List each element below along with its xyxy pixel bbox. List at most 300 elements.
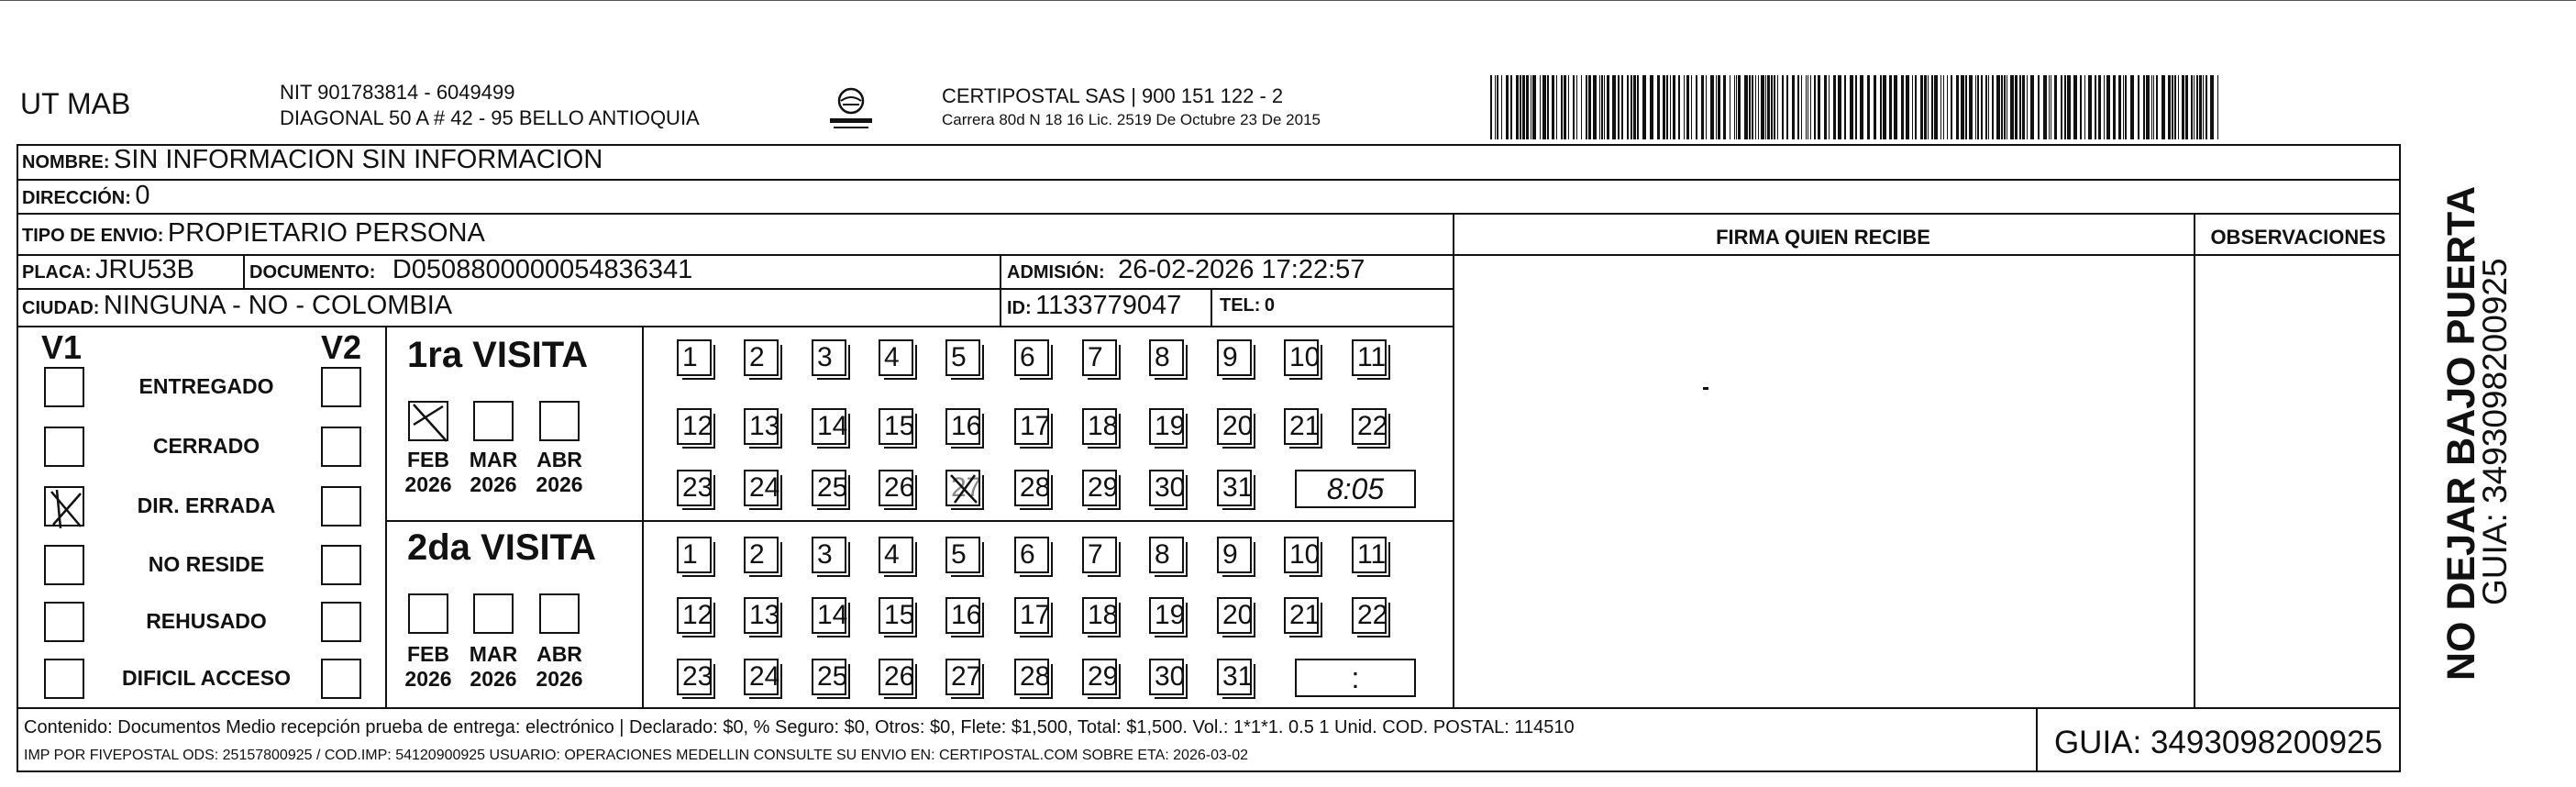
barcode-bar	[2027, 75, 2028, 139]
status-label: CERRADO	[152, 434, 260, 458]
month-label: ABR	[536, 642, 582, 666]
day-number: 24	[749, 472, 780, 503]
barcode-bar	[1657, 75, 1660, 139]
day-number: 16	[951, 600, 982, 630]
month-label: MAR	[469, 642, 518, 666]
barcode-bar	[1915, 75, 1917, 139]
barcode-bar	[1947, 75, 1948, 139]
barcode-bar	[1621, 75, 1623, 139]
day-cell[interactable]	[945, 597, 980, 634]
barcode-bar	[1706, 75, 1707, 139]
barcode-bar	[1490, 75, 1492, 139]
col-header-rule	[1453, 254, 2401, 256]
day-cell[interactable]	[812, 537, 846, 573]
v1-label: V1	[41, 328, 83, 366]
day-cell[interactable]	[812, 597, 846, 634]
barcode-bar	[1516, 75, 1519, 139]
barcode-bar	[1934, 75, 1938, 139]
barcode-bar	[1532, 75, 1536, 139]
day-cell[interactable]	[1284, 597, 1319, 634]
month-checkbox[interactable]	[473, 593, 514, 634]
time-field[interactable]	[1295, 659, 1416, 697]
company-name: UT MAB	[20, 87, 131, 120]
barcode-bar	[1985, 75, 1987, 139]
day-number: 13	[749, 411, 780, 441]
barcode-bar	[2123, 75, 2124, 139]
nombre-label: NOMBRE:	[22, 152, 110, 172]
day-cell[interactable]	[1082, 470, 1117, 506]
barcode-bar	[1838, 75, 1841, 139]
barcode-bar	[1761, 75, 1764, 139]
barcode-bar	[2043, 75, 2047, 139]
day-cell[interactable]	[1217, 470, 1252, 506]
day-number: 19	[1155, 600, 1186, 630]
barcode-bar	[1797, 75, 1799, 139]
status-label: ENTREGADO	[138, 374, 274, 398]
barcode-bar	[2064, 75, 2066, 139]
barcode-bar	[2172, 75, 2173, 139]
barcode-bar	[1912, 75, 1913, 139]
v2-checkbox[interactable]	[321, 367, 361, 407]
row-divider	[17, 213, 2401, 215]
day-cell[interactable]	[879, 408, 913, 445]
day-cell[interactable]	[1082, 659, 1117, 695]
barcode-bar	[1824, 75, 1827, 139]
courier-name: CERTIPOSTAL SAS | 900 151 122 - 2	[942, 84, 1284, 107]
day-cell[interactable]	[879, 470, 913, 506]
day-cell[interactable]	[945, 537, 980, 573]
barcode-bar	[1860, 75, 1863, 139]
barcode-bar	[1588, 75, 1591, 139]
day-number: 23	[682, 472, 713, 503]
barcode-bar	[2168, 75, 2171, 139]
day-number: 17	[1020, 411, 1051, 441]
day-number: 1	[682, 539, 698, 570]
day-cell[interactable]	[1352, 597, 1387, 634]
day-number: 2	[749, 539, 765, 570]
barcode-bar	[1542, 75, 1546, 139]
day-number: 4	[884, 539, 900, 570]
barcode-bar	[2084, 75, 2085, 139]
day-cell[interactable]	[1217, 597, 1252, 634]
barcode-bar	[1612, 75, 1616, 139]
barcode-bar	[1749, 75, 1751, 139]
barcode-bar	[1829, 75, 1830, 139]
barcode-bar	[1924, 75, 1927, 139]
day-number: 10	[1289, 539, 1321, 570]
barcode-bar	[1696, 75, 1697, 139]
barcode-bar	[1965, 75, 1967, 139]
signature-mark	[1703, 387, 1708, 390]
barcode-bar	[2174, 75, 2176, 139]
tel-row	[1220, 295, 1275, 316]
barcode-bar	[2088, 75, 2092, 139]
col-divider	[1453, 213, 1454, 708]
day-cell[interactable]	[945, 659, 980, 695]
placa-label: PLACA:	[22, 262, 92, 283]
barcode-bar	[1607, 75, 1609, 139]
tel-value: 0	[1264, 295, 1276, 316]
v1-checkbox[interactable]	[44, 367, 84, 407]
barcode-bar	[1510, 75, 1512, 139]
day-number: 2	[749, 342, 765, 372]
barcode-bar	[2182, 75, 2184, 139]
barcode-bar	[2030, 75, 2034, 139]
day-cell[interactable]	[1217, 408, 1252, 445]
barcode-bar	[1771, 75, 1773, 139]
day-cell[interactable]	[1284, 339, 1319, 376]
barcode-bar	[1736, 75, 1737, 139]
barcode-bar	[1684, 75, 1685, 139]
check-mark-icon	[46, 488, 86, 528]
barcode-bar	[2153, 75, 2154, 139]
day-number: 27	[951, 661, 982, 692]
day-number: 8	[1155, 342, 1170, 372]
day-cell[interactable]	[677, 537, 712, 573]
day-cell[interactable]	[744, 470, 779, 506]
barcode-bar	[1637, 75, 1639, 139]
day-cell[interactable]	[1149, 537, 1184, 573]
documento-label: DOCUMENTO:	[249, 262, 376, 283]
v2-checkbox[interactable]	[321, 602, 361, 642]
day-cell[interactable]	[1014, 659, 1049, 695]
barcode-bar	[1810, 75, 1811, 139]
barcode-bar	[1678, 75, 1680, 139]
barcode-bar	[1889, 75, 1892, 139]
barcode-bar	[1801, 75, 1802, 139]
day-cell[interactable]	[945, 470, 980, 506]
barcode-bar	[2080, 75, 2082, 139]
v2-checkbox[interactable]	[321, 545, 361, 585]
barcode-bar	[1951, 75, 1952, 139]
day-number: 30	[1155, 661, 1186, 692]
day-number: 15	[884, 411, 915, 441]
id-label: ID:	[1007, 298, 1032, 318]
footer-imp: IMP POR FIVEPOSTAL ODS: 25157800925 / COD.IMP: 54120900925 USUARIO: OPERACIONES MEDELLIN CONSULTE SU ENVIO EN: CERTIPOSTAL.COM SOBRE ETA: 2026-03-02	[24, 748, 1248, 763]
status-label: DIFICIL ACCESO	[121, 666, 291, 690]
barcode-bar	[2146, 75, 2150, 139]
barcode-bar	[1818, 75, 1820, 139]
barcode-bar	[2010, 75, 2014, 139]
check-mark-icon	[410, 403, 450, 443]
day-number: 18	[1088, 600, 1119, 630]
day-cell[interactable]	[677, 597, 712, 634]
ciudad-label: CIUDAD:	[22, 298, 100, 318]
barcode-bar	[1666, 75, 1668, 139]
direccion-value: 0	[135, 181, 150, 210]
barcode-bar	[2138, 75, 2139, 139]
year-label: 2026	[404, 472, 452, 496]
barcode-bar	[1782, 75, 1784, 139]
barcode-bar	[2194, 75, 2195, 139]
day-number: 16	[951, 411, 982, 441]
v2-checkbox[interactable]	[321, 427, 361, 467]
tipo-row	[22, 218, 485, 249]
day-cell[interactable]	[879, 537, 913, 573]
day-number: 11	[1357, 342, 1387, 372]
v2-checkbox[interactable]	[321, 659, 361, 699]
barcode-bar	[1723, 75, 1726, 139]
month-label: ABR	[536, 448, 582, 471]
day-cell[interactable]	[1352, 537, 1387, 573]
firma-header: FIRMA QUIEN RECIBE	[1716, 226, 1930, 249]
company-nit: NIT 901783814 - 6049499	[280, 81, 515, 104]
day-cell[interactable]	[1217, 659, 1252, 695]
day-number: 26	[884, 472, 915, 503]
day-number: 31	[1222, 661, 1254, 692]
barcode-bar	[1718, 75, 1720, 139]
day-number: 14	[817, 411, 848, 441]
row-divider	[17, 179, 2401, 181]
barcode-bar	[1906, 75, 1909, 139]
month-checkbox[interactable]	[539, 401, 580, 441]
day-number: 28	[1020, 472, 1051, 503]
barcode-bar	[1940, 75, 1941, 139]
day-number: 27	[951, 472, 982, 503]
visit-divider	[385, 520, 1454, 522]
day-cell[interactable]	[744, 537, 779, 573]
day-number: 24	[749, 661, 780, 692]
day-number: 15	[884, 600, 915, 630]
barcode-bar	[1650, 75, 1653, 139]
barcode-bar	[2019, 75, 2021, 139]
day-cell[interactable]	[812, 470, 846, 506]
barcode-bar	[1568, 75, 1569, 139]
day-cell[interactable]	[812, 408, 846, 445]
barcode-bar	[1792, 75, 1795, 139]
day-cell[interactable]	[1352, 408, 1387, 445]
time-field[interactable]	[1295, 470, 1416, 508]
barcode-bar	[2106, 75, 2110, 139]
day-cell[interactable]	[1284, 408, 1319, 445]
month-checkbox[interactable]	[539, 593, 580, 634]
barcode-bar	[1850, 75, 1853, 139]
day-cell[interactable]	[1082, 537, 1117, 573]
barcode-bar	[1755, 75, 1756, 139]
barcode-bar	[1774, 75, 1775, 139]
barcode-bar	[1981, 75, 1983, 139]
col-divider	[2194, 213, 2195, 708]
day-cell[interactable]	[1149, 659, 1184, 695]
barcode-bar	[2061, 75, 2062, 139]
company-address: DIAGONAL 50 A # 42 - 95 BELLO ANTIOQUIA	[280, 106, 700, 129]
barcode-bar	[1581, 75, 1582, 139]
top-rule	[0, 0, 2576, 1]
day-cell[interactable]	[1217, 537, 1252, 573]
day-cell[interactable]	[812, 659, 846, 695]
day-cell[interactable]	[1082, 339, 1117, 376]
day-number: 6	[1020, 539, 1035, 570]
cell-divider	[642, 326, 644, 707]
tipo-label: TIPO DE ENVIO:	[22, 226, 164, 246]
barcode-bar	[1627, 75, 1629, 139]
ciudad-row	[22, 291, 452, 321]
barcode-bar	[2104, 75, 2105, 139]
barcode-bar	[1663, 75, 1665, 139]
v1-checkbox[interactable]	[44, 545, 84, 585]
barcode-bar	[1975, 75, 1976, 139]
day-number: 29	[1088, 661, 1119, 692]
day-cell[interactable]	[879, 659, 913, 695]
day-number: 10	[1289, 342, 1321, 372]
admision-row	[1007, 255, 1365, 285]
day-cell[interactable]	[677, 470, 712, 506]
day-cell[interactable]	[1014, 408, 1049, 445]
barcode-bar	[1874, 75, 1876, 139]
month-checkbox[interactable]	[408, 593, 448, 634]
v1-checkbox[interactable]	[44, 602, 84, 642]
barcode-bar	[1501, 75, 1502, 139]
barcode-bar	[1814, 75, 1816, 139]
barcode-bar	[1883, 75, 1886, 139]
day-cell[interactable]	[1284, 537, 1319, 573]
day-cell[interactable]	[1149, 339, 1184, 376]
day-number: 18	[1088, 411, 1119, 441]
day-cell[interactable]	[1014, 537, 1049, 573]
cell-divider	[385, 326, 387, 707]
barcode-bar	[2073, 75, 2077, 139]
day-cell[interactable]	[1149, 408, 1184, 445]
barcode-bar	[1564, 75, 1566, 139]
barcode-bar	[1576, 75, 1577, 139]
id-row	[1007, 291, 1181, 321]
day-number: 11	[1357, 539, 1387, 570]
barcode-bar	[2151, 75, 2152, 139]
barcode-bar	[1691, 75, 1692, 139]
barcode-bar	[1744, 75, 1748, 139]
month-label: FEB	[407, 448, 449, 471]
day-number: 28	[1020, 661, 1051, 692]
day-cell[interactable]	[1149, 597, 1184, 634]
day-cell[interactable]	[677, 339, 712, 376]
barcode-bar	[1961, 75, 1964, 139]
day-cell[interactable]	[1149, 470, 1184, 506]
day-number: 25	[817, 661, 848, 692]
barcode-bar	[1943, 75, 1944, 139]
year-label: 2026	[470, 667, 517, 691]
nombre-value: SIN INFORMACION SIN INFORMACION	[114, 145, 603, 174]
day-cell[interactable]	[1082, 408, 1117, 445]
barcode-bar	[1992, 75, 1994, 139]
barcode-bar	[2015, 75, 2018, 139]
day-number: 13	[749, 600, 780, 630]
barcode-bar	[1738, 75, 1741, 139]
barcode-bar	[1526, 75, 1529, 139]
barcode-bar	[1573, 75, 1575, 139]
certipostal-logo	[821, 84, 881, 136]
barcode-bar	[2156, 75, 2158, 139]
time-value: :	[1351, 661, 1360, 694]
v2-checkbox[interactable]	[321, 486, 361, 527]
day-cell[interactable]	[945, 339, 980, 376]
v2-label: V2	[321, 328, 362, 366]
day-cell[interactable]	[1014, 470, 1049, 506]
v1-checkbox[interactable]	[44, 427, 84, 467]
barcode-bar	[1710, 75, 1714, 139]
direccion-label: DIRECCIÓN:	[22, 188, 131, 208]
day-cell[interactable]	[744, 597, 779, 634]
month-checkbox[interactable]	[408, 401, 448, 441]
barcode-bar	[1604, 75, 1605, 139]
day-cell[interactable]	[677, 659, 712, 695]
barcode-bar	[1920, 75, 1923, 139]
barcode-bar	[1833, 75, 1836, 139]
barcode-bar	[1867, 75, 1870, 139]
direccion-row	[22, 181, 149, 211]
day-number: 22	[1357, 600, 1388, 630]
day-cell[interactable]	[744, 408, 779, 445]
admision-label: ADMISIÓN:	[1007, 262, 1105, 283]
barcode-bar	[1931, 75, 1933, 139]
barcode-bar	[1673, 75, 1675, 139]
barcode-bar	[1520, 75, 1521, 139]
day-cell[interactable]	[1014, 339, 1049, 376]
v1-checkbox[interactable]	[44, 486, 84, 527]
month-checkbox[interactable]	[473, 401, 514, 441]
barcode-bar	[1586, 75, 1587, 139]
barcode-bar	[1547, 75, 1549, 139]
admision-value: 26-02-2026 17:22:57	[1118, 255, 1365, 284]
day-number: 30	[1155, 472, 1186, 503]
barcode-bar	[2210, 75, 2214, 139]
barcode-bar	[1633, 75, 1636, 139]
barcode-bar	[2199, 75, 2202, 139]
day-number: 12	[682, 411, 713, 441]
day-number: 7	[1088, 342, 1103, 372]
barcode-bar	[2004, 75, 2006, 139]
barcode-bar	[1631, 75, 1632, 139]
day-cell[interactable]	[1217, 339, 1252, 376]
barcode-bar	[1599, 75, 1600, 139]
footer-contenido: Contenido: Documentos Medio recepción prueba de entrega: electrónico | Declarado: $0, % Seguro: $0, Otros: $0, Flete: $1,500, Total: $1,500. Vol.: 1*1*1. 0.5 1 Unid. COD. POSTAL: 114510	[24, 717, 1575, 737]
barcode-bar	[1552, 75, 1554, 139]
day-number: 23	[682, 661, 713, 692]
second-visit-title: 2da VISITA	[407, 527, 596, 568]
day-number: 31	[1222, 472, 1254, 503]
barcode-bar	[1901, 75, 1904, 139]
barcode-bar	[1642, 75, 1646, 139]
barcode-bar	[2196, 75, 2198, 139]
day-number: 17	[1020, 600, 1051, 630]
day-cell[interactable]	[744, 339, 779, 376]
day-cell[interactable]	[744, 659, 779, 695]
day-number: 6	[1020, 342, 1035, 372]
barcode-bar	[2206, 75, 2207, 139]
barcode-bar	[1806, 75, 1807, 139]
day-cell[interactable]	[812, 339, 846, 376]
day-cell[interactable]	[1352, 339, 1387, 376]
day-number: 4	[884, 342, 900, 372]
barcode-bar	[2113, 75, 2116, 139]
side-guia: GUIA: 3493098200925	[2476, 258, 2514, 605]
day-cell[interactable]	[1014, 597, 1049, 634]
month-label: FEB	[407, 642, 449, 666]
cell-divider	[243, 254, 245, 289]
day-number: 1	[682, 342, 698, 372]
day-number: 22	[1357, 411, 1388, 441]
day-cell[interactable]	[945, 408, 980, 445]
day-cell[interactable]	[677, 408, 712, 445]
day-cell[interactable]	[879, 597, 913, 634]
cell-divider	[1000, 254, 1001, 326]
barcode-bar	[1758, 75, 1759, 139]
day-cell[interactable]	[879, 339, 913, 376]
v1-checkbox[interactable]	[44, 659, 84, 699]
day-cell[interactable]	[1082, 597, 1117, 634]
barcode-bar	[1495, 75, 1496, 139]
cell-divider	[1211, 288, 1212, 326]
barcode-bar	[1701, 75, 1704, 139]
